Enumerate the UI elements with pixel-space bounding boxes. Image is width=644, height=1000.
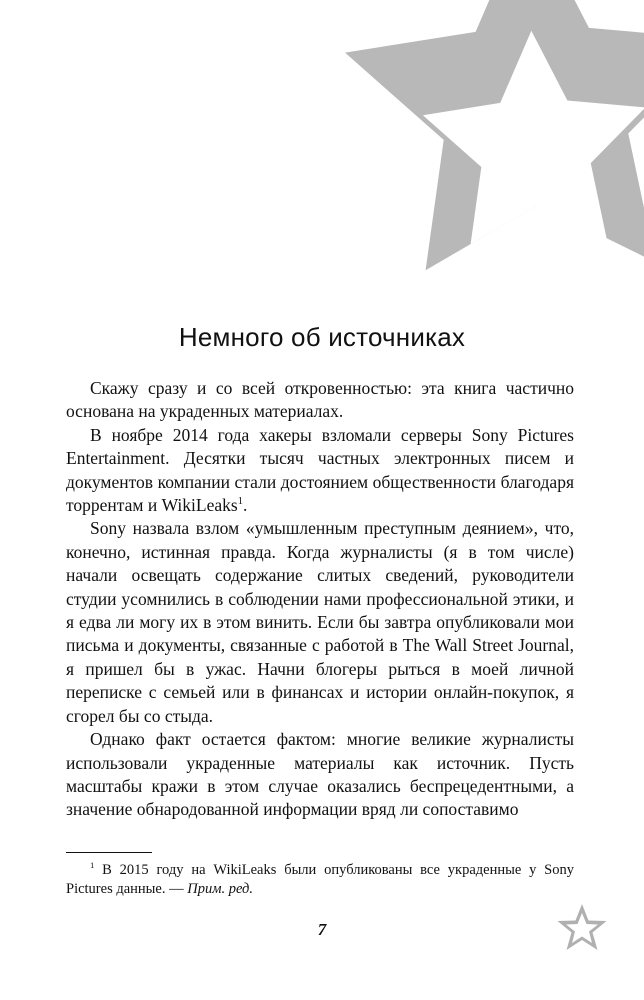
- paragraph: Sony назвала взлом «умышленным преступным деянием», что, конечно, истинная правда. Когда журналисты (я в том числе) начали освещать содержание слитых сведений, руководители студии усомнились в соблюдении нами профессиональной этики, и я едва ли могу их в этом винить. Если бы завтра опубликовали мои письма и документы, связанные с работой в The Wall Street Journal, я пришел бы в ужас. Начни блогеры рыться в моей личной переписке с семьей или в финансах и истории онлайн-покупок, я сгорел бы со стыда.: [66, 518, 574, 726]
- paragraph: Скажу сразу и со всей откровенностью: эта книга частично основана на украденных материалах.: [66, 378, 574, 422]
- editor-note: Прим. ред.: [187, 881, 253, 897]
- decorative-star-icon: [0, 0, 644, 330]
- body-text: [66, 377, 574, 822]
- page-star-icon: [556, 903, 608, 953]
- paragraph: Однако факт остается фактом: многие великие журналисты использовали украденные материалы как источник. Пусть масштабы кражи в этом случае оказались беспрецедентными, а значение обнародованной информации вряд ли сопоставимо: [66, 729, 574, 820]
- paragraph: В ноябре 2014 года хакеры взломали серверы Sony Pictures Entertainment. Десятки тысяч частных электронных писем и документов компании стали достоянием общественности благодаря торрентам и WikiLeaks$^1$.: [66, 424, 574, 516]
- footnote-number: 1: [90, 860, 95, 871]
- page-number: 7: [317, 920, 327, 939]
- chapter-title: Немного об источниках: [178, 322, 466, 352]
- footnote-text: В 2015 году на WikiLeaks были опубликованы все украденные у Sony Pictures данные. —: [66, 862, 574, 897]
- footnote-marker: 1: [237, 496, 243, 508]
- paragraph-text: В ноябре 2014 года хакеры взломали серверы Sony Pictures Entertainment. Десятки тысяч частных электронных писем и документов компании стали достоянием общественности благодаря торрентам и WikiLeaks: [66, 424, 574, 516]
- footnote: [66, 861, 574, 899]
- footnote-divider: [66, 852, 152, 853]
